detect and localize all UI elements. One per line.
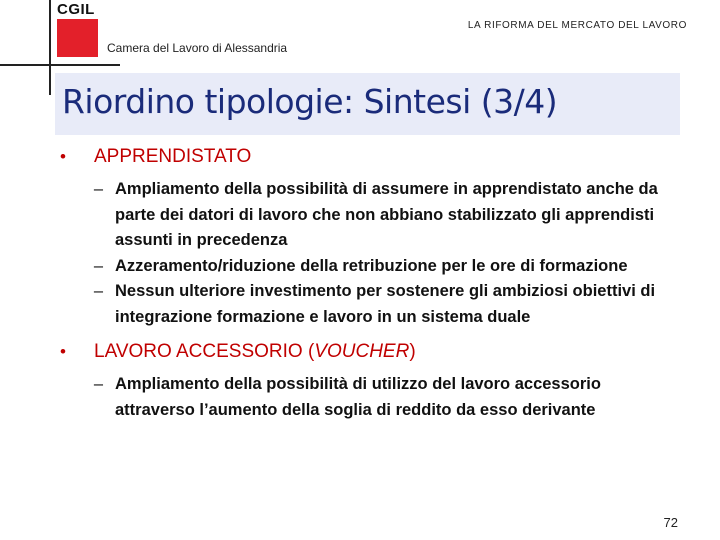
dash-marker: – <box>93 375 103 393</box>
sub-item <box>60 254 685 280</box>
sub-item <box>60 279 685 330</box>
bullet-dot: • <box>60 147 66 166</box>
header-title: LA RIFORMA DEL MERCATO DEL LAVORO <box>467 20 687 31</box>
bullet-text <box>94 340 416 364</box>
slide-title: Riordino tipologie: Sintesi (3/4) <box>62 82 558 121</box>
dash-marker: – <box>93 282 103 300</box>
bullet-text-prefix: LAVORO ACCESSORIO ( <box>94 341 315 362</box>
cgil-logo-mark <box>57 19 98 57</box>
sub-item <box>60 372 685 423</box>
sub-item <box>60 177 685 254</box>
slide-content <box>60 145 685 433</box>
cgil-logo-text: CGIL <box>57 1 95 18</box>
bullet-text-suffix: ) <box>409 341 416 362</box>
bullet-dot: • <box>60 342 66 361</box>
sub-list-lavoro-accessorio <box>60 372 685 423</box>
sub-item-text: Azzeramento/riduzione della retribuzione per le ore di formazione <box>115 256 628 275</box>
sub-list-apprendistato <box>60 177 685 330</box>
bullet-apprendistato <box>60 145 685 169</box>
sub-item-text: Nessun ulteriore investimento per sostenere gli ambiziosi obiettivi di integrazione formazione e lavoro in un sistema duale <box>115 282 656 326</box>
bullet-text-italic: VOUCHER <box>314 341 410 362</box>
dash-marker: – <box>93 180 103 198</box>
sub-item-text: Ampliamento della possibilità di assumere in apprendistato anche da parte dei datori di lavoro che non abbiano stabilizzato gli apprendisti assunti in precedenza <box>115 180 658 249</box>
page-number: 72 <box>663 515 678 530</box>
bullet-lavoro-accessorio <box>60 340 685 364</box>
sub-item-text: Ampliamento della possibilità di utilizzo del lavoro accessorio attraverso l’aumento della soglia di reddito da esso derivante <box>115 375 601 419</box>
frame-horizontal-line <box>0 64 120 66</box>
organization-name: Camera del Lavoro di Alessandria <box>107 41 288 55</box>
frame-vertical-line <box>49 0 51 95</box>
dash-marker: – <box>93 256 103 275</box>
bullet-text: APPRENDISTATO <box>94 146 252 167</box>
